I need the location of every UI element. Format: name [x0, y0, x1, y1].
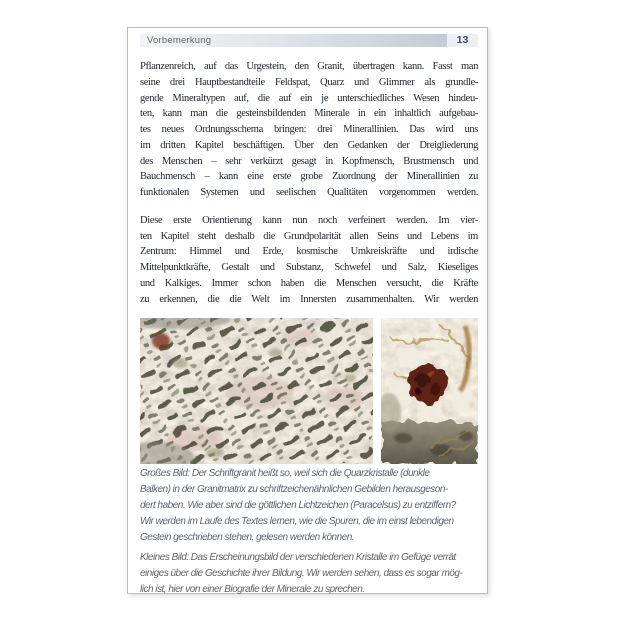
figure-row: [140, 318, 478, 464]
text-line: des Menschen – sehr verkürzt gesagt in Kopfmensch, Brustmensch und: [140, 155, 478, 167]
caption-line: einiges über die Geschichte ihrer Bildung. Wir werden sehen, dass es sogar mög-: [140, 568, 463, 580]
text-line: Bauchmensch – kann eine erste grobe Zuordnung der Minerallinien zu: [140, 171, 478, 183]
text-line: seine drei Hauptbestandteile Feldspat, Quarz und Glimmer als grundle-: [140, 76, 478, 88]
text-line: und Kalkiges. Immer schon haben die Menschen versucht, die Kräfte: [140, 277, 478, 289]
caption-line: Wir werden im Laufe des Textes lernen, wie die Spuren, die im einst lebendigen: [140, 516, 454, 528]
text-line: Mittelpunktkräfte, Gestalt und Substanz, Schwefel und Salz, Kieseliges: [140, 262, 478, 273]
page-number: 13: [456, 34, 469, 46]
text-line: zu erkennen, die die Welt im Innersten zusammenhalten. Wir werden: [140, 293, 478, 305]
text-line: ten Kapitel steht deshalb die Grundpolarität allen Seins und Lebens im: [140, 230, 478, 242]
caption-line: Balken) in der Granitmatrix zu schriftzeichenähnlichen Gebilden herausgeson-: [140, 484, 448, 496]
book-page: [127, 27, 488, 594]
text-line: Zentrum: Himmel und Erde, kosmische Umkreiskräfte und irdische: [140, 246, 478, 258]
text-line: im dritten Kapitel beschäftigen. Über den Gedanken der Dreigliederung: [140, 139, 478, 151]
chapter-title: Vorbemerkung: [147, 35, 212, 46]
text-line: Diese erste Orientierung kann nun noch verfeinert werden. Im vier-: [140, 214, 478, 226]
garnet-crystal-photo: [381, 318, 478, 464]
text-line: ten, kann man die gesteinsbildenden Minerale in ein inhaltlich aufgebau-: [140, 108, 478, 120]
caption-line: dert haben. Wie aber sind die göttlichen Lichtzeichen (Paracelsus) zu entziffern?: [140, 500, 456, 512]
schriftgranit-photo: [140, 318, 373, 464]
page-header: [140, 34, 478, 47]
text-line: Pflanzenreich, auf das Urgestein, den Granit, übertragen kann. Fasst man: [140, 61, 478, 72]
caption-line: Gestein geschrieben stehen, gelesen werden können.: [140, 532, 355, 544]
body-text: [140, 59, 478, 307]
caption-line: Großes Bild: Der Schriftgranit heißt so, weil sich die Quarzkristalle (dunkle: [140, 468, 430, 480]
caption-large-image: [140, 466, 478, 546]
text-line: gende Mineraltypen auf, die auf ein je unterschiedliches Wesen hindeu-: [140, 92, 478, 104]
text-line: funktionalen Systemen und seelischen Qualitäten vorgenommen werden.: [140, 187, 478, 198]
caption-line: Kleines Bild: Das Erscheinungsbild der verschiedenen Kristalle im Gefüge verrät: [140, 552, 456, 564]
page-number-box: [447, 34, 478, 47]
caption-line: lich ist, hier von einer Biografie der Minerale zu sprechen.: [140, 584, 365, 596]
chapter-header-bar: [140, 34, 447, 47]
caption-small-image: [140, 550, 478, 598]
text-line: tes neues Ordnungsschema bringen: drei Minerallinien. Das wird uns: [140, 124, 478, 135]
paragraph-2: [140, 213, 478, 308]
paragraph-1: [140, 59, 478, 201]
